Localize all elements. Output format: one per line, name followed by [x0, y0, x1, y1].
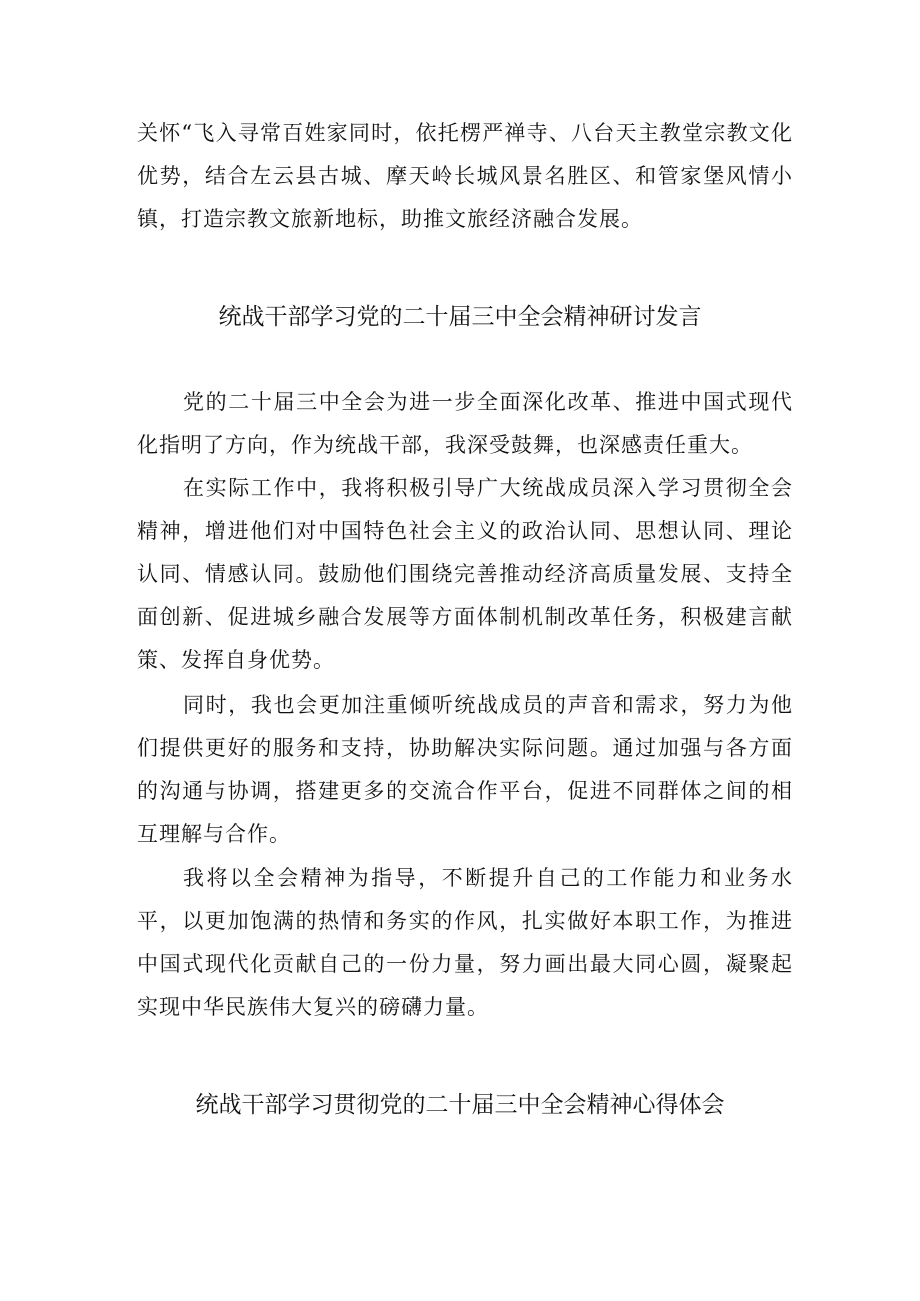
body-paragraph: 同时，我也会更加注重倾听统战成员的声音和需求，努力为他们提供更好的服务和支持，协助解决实际问题。通过加强与各方面的沟通与协调，搭建更多的交流合作平台，促进不同群体之间的相互理解与合作。 — [137, 693, 793, 846]
continuation-paragraph: 关怀“飞入寻常百姓家同时，依托楞严禅寺、八台天主教堂宗教文化优势，结合左云县古城、摩天岭长城风景名胜区、和管家堡风情小镇，打造宗教文旅新地标，助推文旅经济融合发展。 — [137, 121, 793, 231]
body-paragraph: 我将以全会精神为指导，不断提升自己的工作能力和业务水平，以更加饱满的热情和务实的作风，扎实做好本职工作，为推进中国式现代化贡献自己的一份力量，努力画出最大同心圆，凝聚起实现中华民族伟大复兴的磅礴力量。 — [137, 866, 793, 1019]
body-paragraph: 党的二十届三中全会为进一步全面深化改革、推进中国式现代化指明了方向，作为统战干部，我深受鼓舞，也深感责任重大。 — [137, 390, 793, 457]
body-paragraph: 在实际工作中，我将积极引导广大统战成员深入学习贯彻全会精神，增进他们对中国特色社会主义的政治认同、思想认同、理论认同、情感认同。鼓励他们围绕完善推动经济高质量发展、支持全面创新、促进城乡融合发展等方面体制机制改革任务，积极建言献策、发挥自身优势。 — [137, 476, 793, 672]
section-title-experience: 统战干部学习贯彻党的二十届三中全会精神心得体会 — [195, 1092, 725, 1118]
section-title-speech: 统战干部学习党的二十届三中全会精神研讨发言 — [218, 304, 702, 330]
